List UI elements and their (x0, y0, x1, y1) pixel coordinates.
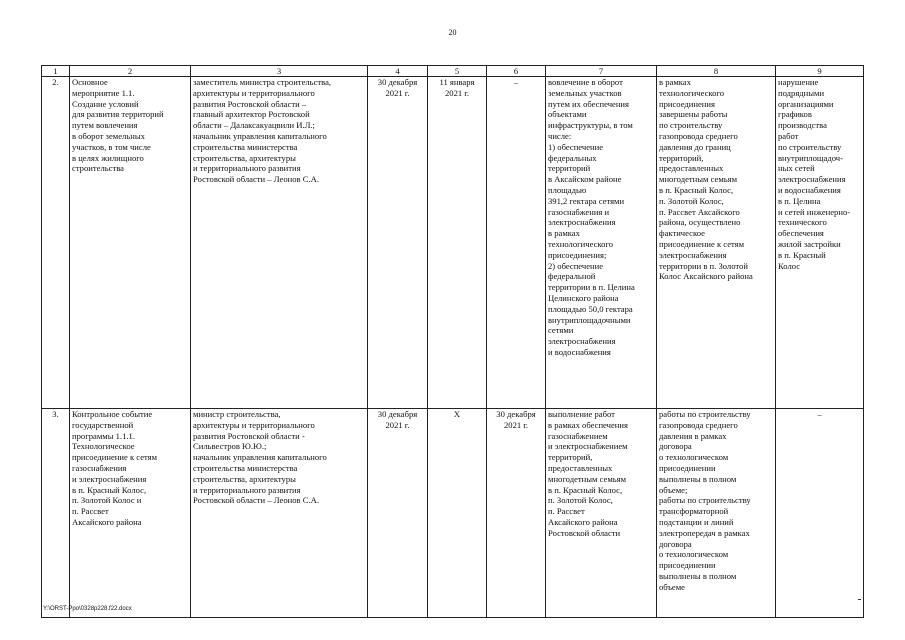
actual-result: в рамках технологического присоединения завершены работы по строительству газопровода среднего давления до границ территорий, предоставленных многодетным семьям в п. Красный Колос, п. Золотой Колос, п. Рассвет Аксайского района, осуществлено фактическое присоединение к сетям электроснабжения территории в п. Золотой Колос Аксайского района (657, 77, 776, 409)
responsible-person: заместитель министра строительства, архитектуры и территориального развития Ростовской области – главный архитектор Ростовской области – Далаксакуацвили И.Л.; начальник управления капитального строительства министерства строительства, архитектуры и территориального развития Ростовской области – Леонов С.А. (191, 77, 368, 409)
start-date: 30 декабря 2021 г. (368, 409, 428, 618)
table-row (42, 409, 864, 618)
start-date: 30 декабря 2021 г. (368, 77, 428, 409)
header-cell: 5 (428, 66, 487, 77)
problems: – (776, 409, 864, 618)
table-row (42, 77, 864, 409)
page-mark (858, 599, 861, 600)
header-cell: 2 (70, 66, 191, 77)
problems: нарушение подрядными организациями графиков производства работ по строительству внутриплощадоч- ных сетей электроснабжения и водоснабжения в п. Целина и сетей инженерно- технического обеспечения жилой застройки в п. Красный Колос (776, 77, 864, 409)
responsible-person: министр строительства, архитектуры и территориального развития Ростовской области - Сильвестров Ю.Ю.; начальник управления капитального строительства министерства строительства, архитектуры и территориального развития Ростовской области – Леонов С.А. (191, 409, 368, 618)
page-number: 20 (448, 28, 457, 37)
header-cell: 8 (657, 66, 776, 77)
header-cell: 9 (776, 66, 864, 77)
report-table (41, 65, 864, 618)
file-path-footer: Y:\ORST-Ppo\0328p228.f22.docx (43, 606, 132, 612)
end-date: X (428, 409, 487, 618)
actual-date: 30 декабря 2021 г. (487, 409, 546, 618)
row-number: 2. (42, 77, 70, 409)
planned-result: выполнение работ в рамках обеспечения газоснабжением и электроснабжением территорий, предоставленных многодетным семьям в п. Красный Колос, п. Золотой Колос, п. Рассвет Аксайского района Ростовской области (546, 409, 657, 618)
actual-result: работы по строительству газопровода среднего давления в рамках договора о технологическом присоединении выполнены в полном объеме; работы по строительству трансформаторной подстанции и линий электропередач в рамках договора о технологическом присоединении выполнены в полном объеме (657, 409, 776, 618)
header-cell: 1 (42, 66, 70, 77)
end-date: 11 января 2021 г. (428, 77, 487, 409)
event-name: Контрольное событие государственной программы 1.1.1. Технологическое присоединение к сетям газоснабжения и электроснабжения в п. Красный Колос, п. Золотой Колос и п. Рассвет Аксайского района (70, 409, 191, 618)
header-cell: 4 (368, 66, 428, 77)
header-row (42, 66, 864, 77)
planned-result: вовлечение в оборот земельных участков путем их обеспечения объектами инфраструктуры, в том числе: 1) обеспечение федеральных территорий в Аксайском районе площадью 391,2 гектара сетями газоснабжения и электроснабжения в рамках технологического присоединения; 2) обеспечение федеральной территории в п. Целина Целинского района площадью 50,0 гектара внутриплощадочными сетями электроснабжения и водоснабжения (546, 77, 657, 409)
row-number: 3. (42, 409, 70, 618)
header-cell: 6 (487, 66, 546, 77)
header-cell: 3 (191, 66, 368, 77)
header-cell: 7 (546, 66, 657, 77)
event-name: Основное мероприятие 1.1. Создание условий для развития территорий путем вовлечения в оборот земельных участков, в том числе в целях жилищного строительства (70, 77, 191, 409)
actual-date: – (487, 77, 546, 409)
